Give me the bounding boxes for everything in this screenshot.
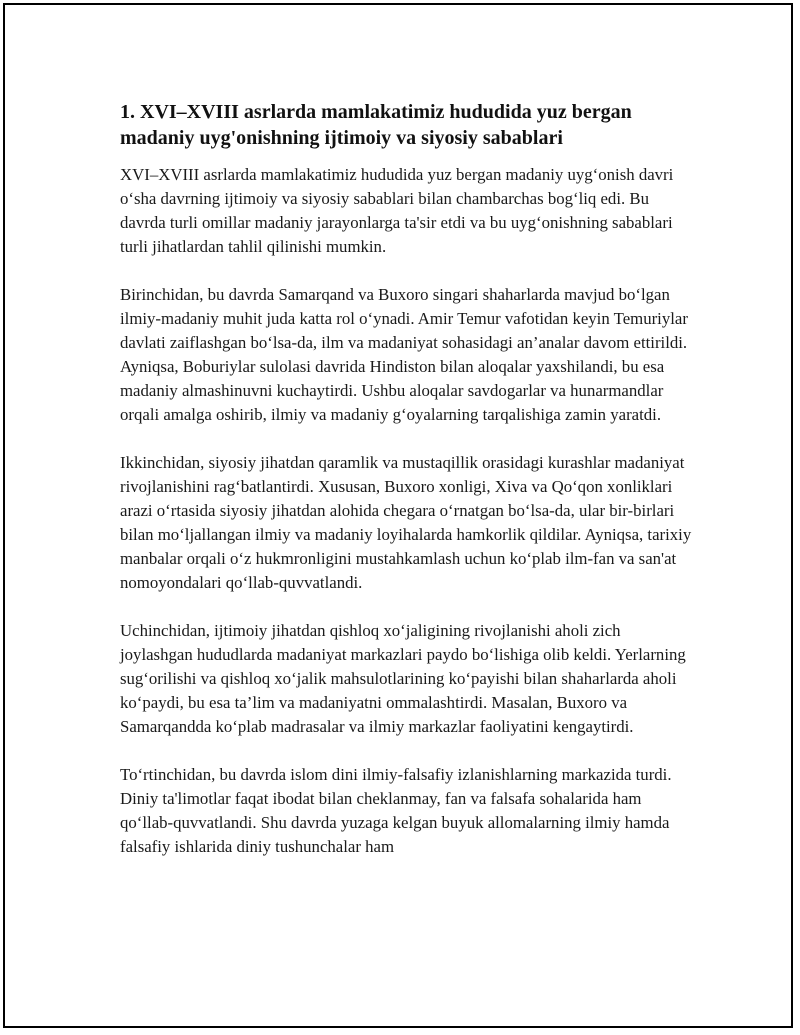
paragraph-second-reason: Ikkinchidan, siyosiy jihatdan qaramlik va mustaqillik orasidagi kurashlar madaniyat rivojlanishini rag‘batlantirdi. Xususan, Buxoro xonligi, Xiva va Qo‘qon xonliklari arazi o‘rtasida siyosiy jihatdan alohida chegara o‘rnatgan bo‘lsa-da, ular bir-birlari bilan mo‘ljallangan ilmiy va madaniy loyihalarda hamkorlik qildilar. Ayniqsa, tarixiy manbalar orqali o‘z hukmronligini mustahkamlash uchun ko‘plab ilm-fan va san'at nomoyondalari qo‘llab-quvvatlandi. xyxy=(120,453,692,592)
section-heading: 1. XVI–XVIII asrlarda mamlakatimiz hududida yuz bergan madaniy uyg'onishning ijtimoiy va siyosiy sabablari xyxy=(120,101,632,149)
document-body xyxy=(120,99,695,883)
paragraph-third-reason: Uchinchidan, ijtimoiy jihatdan qishloq xo‘jaligining rivojlanishi aholi zich joylashgan hududlarda madaniyat markazlari paydo bo‘lishiga olib keldi. Yerlarning sug‘orilishi va qishloq xo‘jalik mahsulotlarining ko‘payishi bilan shaharlarda aholi ko‘paydi, bu esa ta’lim va madaniyatni ommalashtirdi. Masalan, Buxoro va Samarqandda ko‘plab madrasalar va ilmiy markazlar faoliyatini kengaytirdi. xyxy=(120,621,686,736)
paragraph-fourth-reason: To‘rtinchidan, bu davrda islom dini ilmiy-falsafiy izlanishlarning markazida turdi. Diniy ta'limotlar faqat ibodat bilan cheklanmay, fan va falsafa sohalarida ham qo‘llab-quvvatlandi. Shu davrda yuzaga kelgan buyuk allomalarning ilmiy hamda falsafiy ishlarida diniy tushunchalar ham xyxy=(120,765,672,856)
page-frame xyxy=(3,3,793,1028)
paragraph-intro: XVI–XVIII asrlarda mamlakatimiz hududida yuz bergan madaniy uyg‘onish davri o‘sha davrning ijtimoiy va siyosiy sabablari bilan chambarchas bog‘liq edi. Bu davrda turli omillar madaniy jarayonlarga ta'sir etdi va bu uyg‘onishning sabablari turli jihatlardan tahlil qilinishi mumkin. xyxy=(120,165,674,256)
paragraph-first-reason: Birinchidan, bu davrda Samarqand va Buxoro singari shaharlarda mavjud bo‘lgan ilmiy-madaniy muhit juda katta rol o‘ynadi. Amir Temur vafotidan keyin Temuriylar davlati zaiflashgan bo‘lsa-da, ilm va madaniyat sohasidagi an’analar davom ettirildi. Ayniqsa, Boburiylar sulolasi davrida Hindiston bilan aloqalar yaxshilandi, bu esa madaniy almashinuvni kuchaytirdi. Ushbu aloqalar savdogarlar va hunarmandlar orqali amalga oshirib, ilmiy va madaniy g‘oyalarning tarqalishiga zamin yaratdi. xyxy=(120,285,688,424)
